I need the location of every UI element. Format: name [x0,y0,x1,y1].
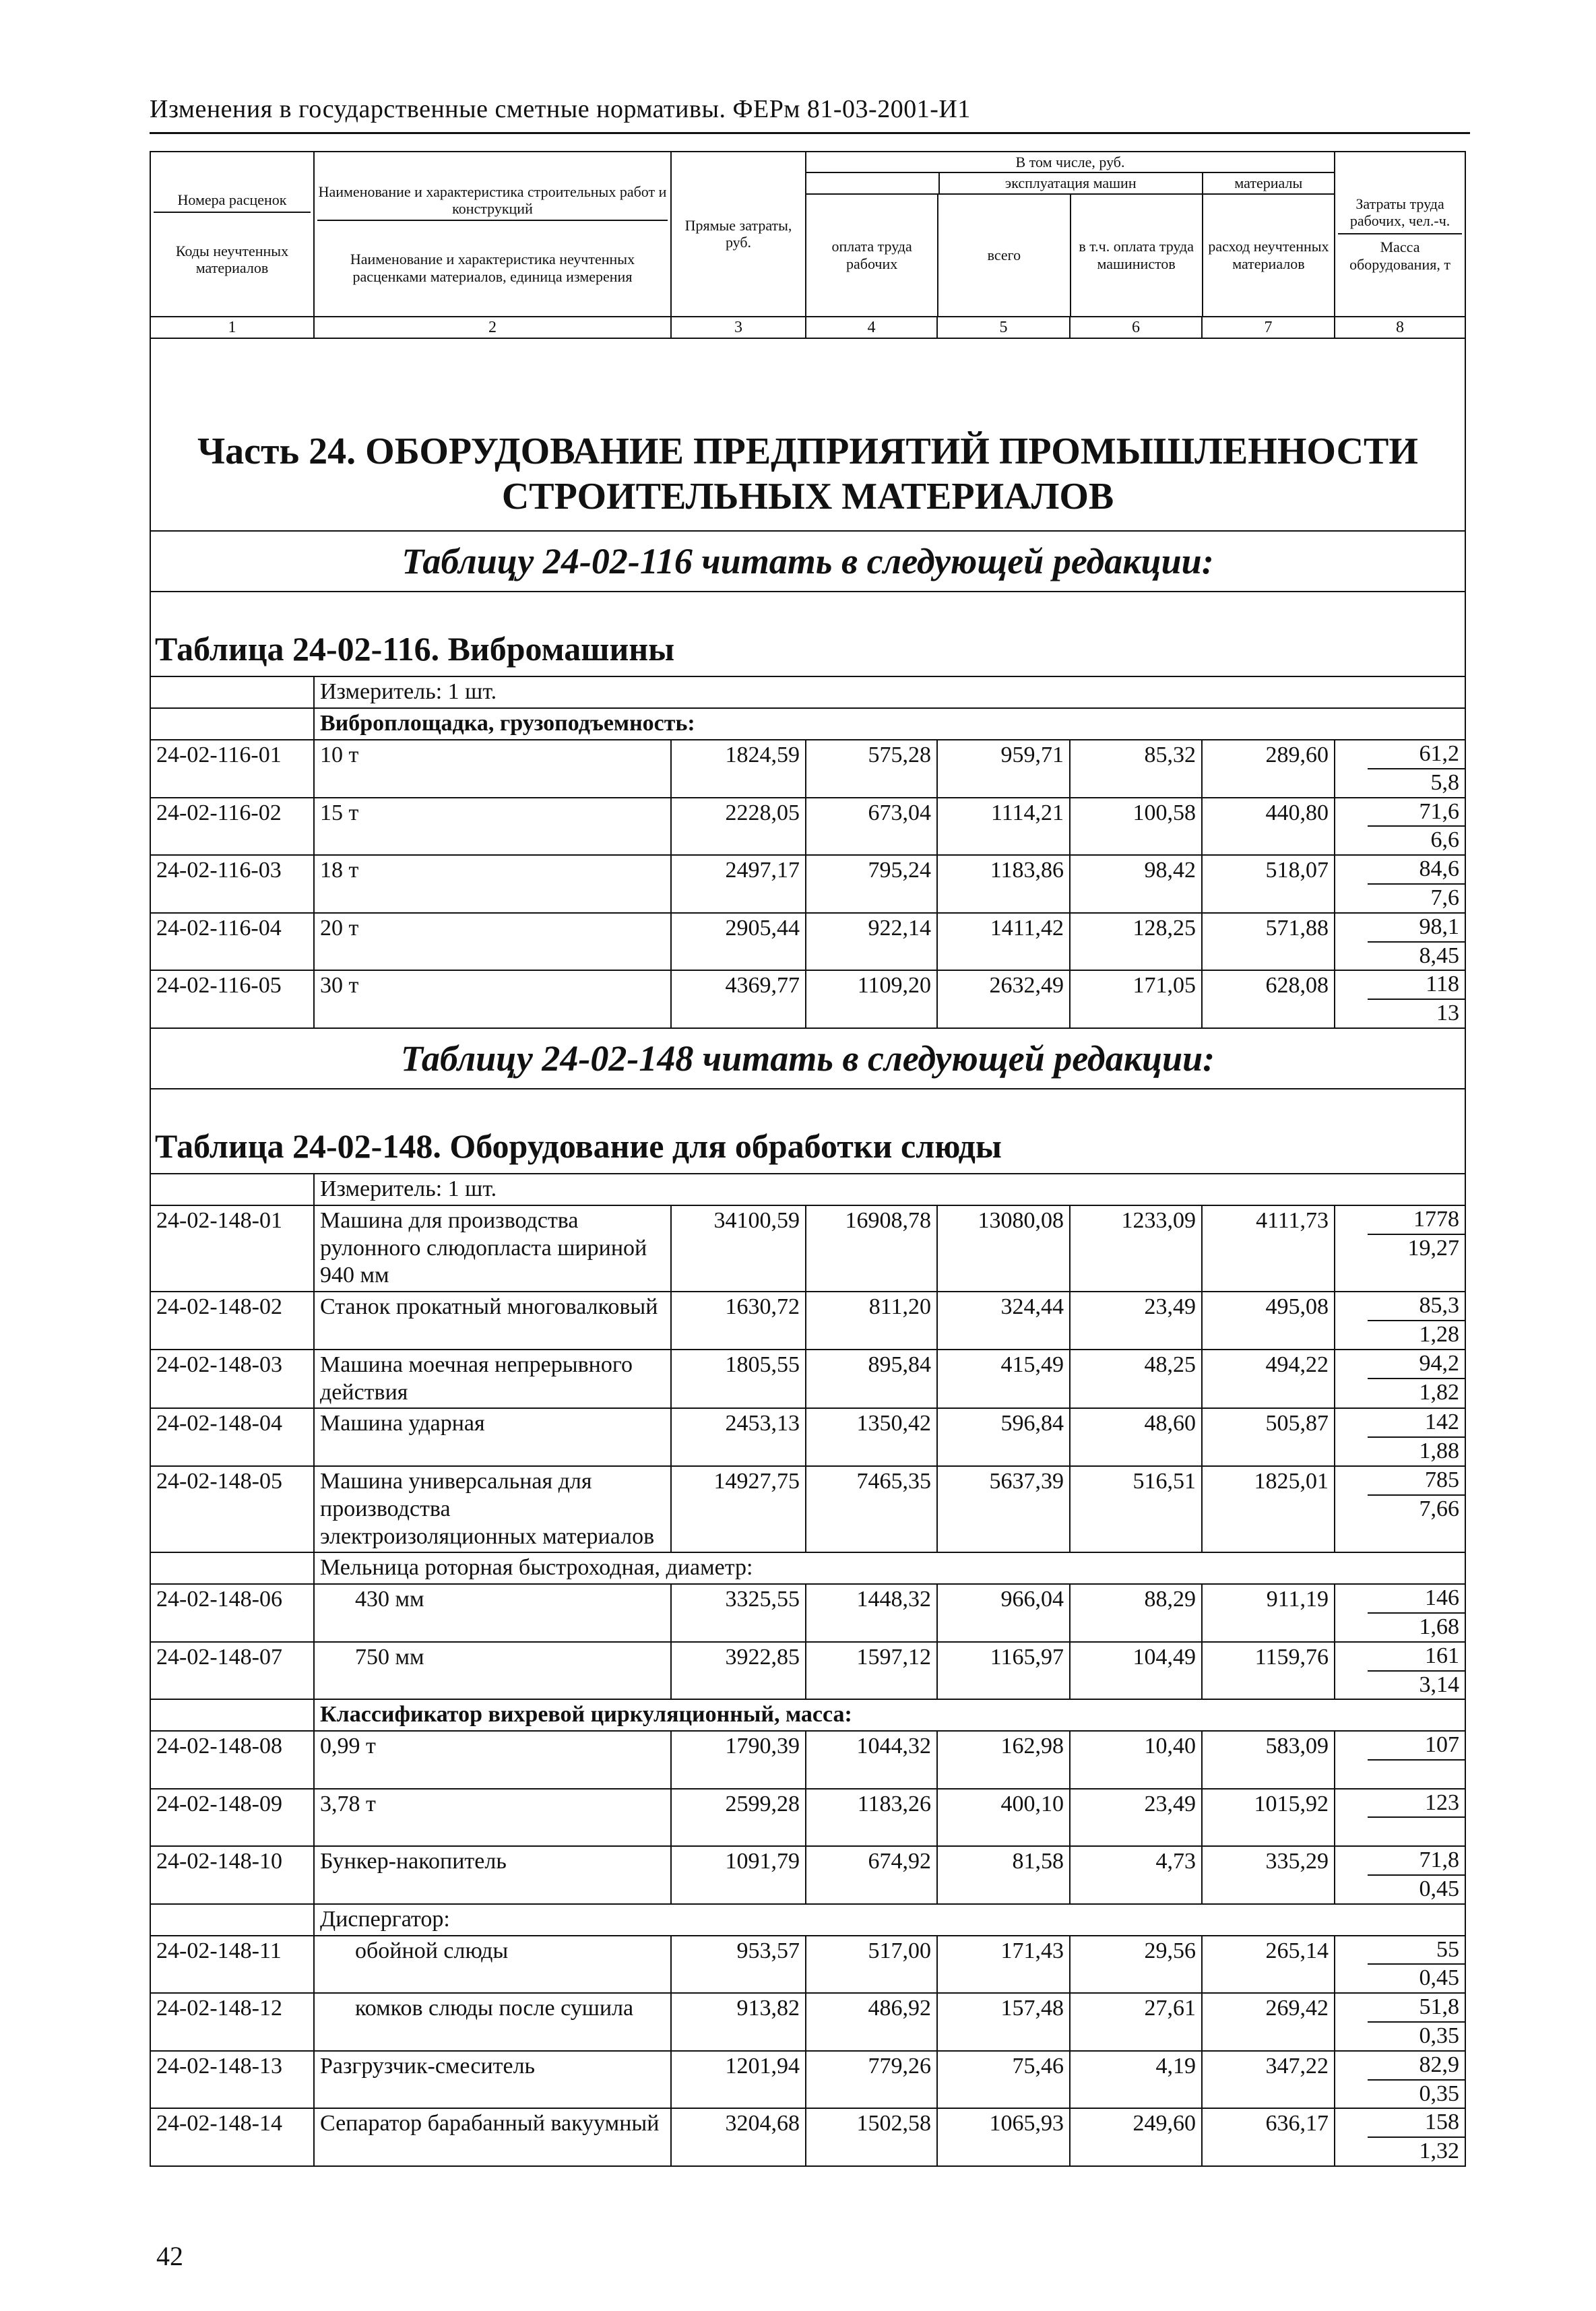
machines-total: 162,98 [937,1731,1070,1789]
table-row [150,855,1465,913]
rate-code: 24-02-116-01 [150,740,314,798]
labor-mass-cell [1335,855,1465,913]
machines-total: 324,44 [937,1292,1070,1350]
labor-pay: 673,04 [806,798,937,856]
labor-mass-cell [1335,1466,1465,1552]
materials-cost: 1159,76 [1202,1642,1335,1700]
rate-name: 20 т [314,913,671,971]
direct-costs: 1805,55 [671,1350,806,1409]
equipment-mass: 5,8 [1430,769,1460,795]
equipment-mass: 0,45 [1419,1965,1460,1991]
labor-pay: 779,26 [806,2051,937,2109]
materials-cost: 269,42 [1202,1993,1335,2051]
table-row [150,1731,1465,1789]
table-row [150,1993,1465,2051]
operators-pay: 85,32 [1070,740,1202,798]
labor-pay: 674,92 [806,1846,937,1904]
rate-code: 24-02-148-10 [150,1846,314,1904]
rate-code: 24-02-116-04 [150,913,314,971]
labor-mass-cell [1335,2051,1465,2109]
table-row [150,1846,1465,1904]
operators-pay: 104,49 [1070,1642,1202,1700]
labor-hours: 61,2 [1368,740,1465,769]
rate-code: 24-02-148-06 [150,1584,314,1642]
estimate-table [150,151,1466,2167]
equipment-mass [1335,1761,1465,1788]
empty-cell [150,1699,314,1731]
operators-pay: 98,42 [1070,855,1202,913]
direct-costs: 3922,85 [671,1642,806,1700]
table-note-148-row [150,1028,1465,1089]
machines-total: 75,46 [937,2051,1070,2109]
part-title: Часть 24. ОБОРУДОВАНИЕ ПРЕДПРИЯТИЙ ПРОМЫШЛЕННОСТИ СТРОИТЕЛЬНЫХ МАТЕРИАЛОВ [150,338,1465,531]
materials-cost: 1825,01 [1202,1466,1335,1552]
labor-hours: 785 [1368,1467,1465,1496]
rate-code: 24-02-148-11 [150,1936,314,1994]
equipment-mass: 0,35 [1419,2023,1460,2049]
table-row [150,1789,1465,1847]
direct-costs: 953,57 [671,1936,806,1994]
equipment-mass: 3,14 [1419,1672,1460,1697]
operators-pay: 10,40 [1070,1731,1202,1789]
machines-total: 1183,86 [937,855,1070,913]
subheading-mill-row [150,1552,1465,1584]
labor-hours: 146 [1368,1585,1465,1614]
column-numbers-row: 1 2 3 4 5 6 7 8 [150,317,1465,339]
equipment-mass: 13 [1436,1001,1460,1026]
table-row [150,913,1465,971]
rate-name: комков слюды после сушила [314,1993,671,2051]
table-title-148: Таблица 24-02-148. Оборудование для обработки слюды [150,1089,1465,1174]
table-row [150,740,1465,798]
labor-pay: 16908,78 [806,1205,937,1292]
direct-costs: 2497,17 [671,855,806,913]
rate-name: Машина универсальная для производства электроизоляционных материалов [314,1466,671,1552]
operators-pay: 23,49 [1070,1292,1202,1350]
equipment-mass: 8,45 [1419,943,1460,968]
part-title-row [150,338,1465,531]
labor-hours: 94,2 [1368,1350,1465,1379]
direct-costs: 3204,68 [671,2108,806,2166]
labor-pay: 895,84 [806,1350,937,1409]
labor-mass-cell [1335,2108,1465,2166]
col-header-direct: Прямые затраты, руб. [671,152,806,317]
table-row [150,1584,1465,1642]
materials-cost: 4111,73 [1202,1205,1335,1292]
equipment-mass: 7,6 [1430,885,1460,910]
labor-hours: 142 [1368,1409,1465,1438]
labor-hours: 55 [1368,1936,1465,1965]
table-row [150,1936,1465,1994]
labor-hours: 161 [1368,1643,1465,1672]
rate-name: 0,99 т [314,1731,671,1789]
rate-name: 430 мм [314,1584,671,1642]
materials-cost: 636,17 [1202,2108,1335,2166]
labor-pay: 922,14 [806,913,937,971]
machines-total: 81,58 [937,1846,1070,1904]
direct-costs: 2453,13 [671,1408,806,1466]
direct-costs: 2905,44 [671,913,806,971]
labor-hours: 107 [1368,1732,1465,1761]
materials-cost: 440,80 [1202,798,1335,856]
operators-pay: 4,73 [1070,1846,1202,1904]
operators-pay: 27,61 [1070,1993,1202,2051]
rate-name: Сепаратор барабанный вакуумный [314,2108,671,2166]
materials-cost: 494,22 [1202,1350,1335,1409]
equipment-mass [1335,1818,1465,1845]
materials-cost: 571,88 [1202,913,1335,971]
subheading-mill: Мельница роторная быстроходная, диаметр: [314,1552,1465,1584]
table-row [150,1466,1465,1552]
operators-pay: 1233,09 [1070,1205,1202,1292]
measure-unit-row [150,676,1465,708]
machines-total: 966,04 [937,1584,1070,1642]
rate-name: Машина ударная [314,1408,671,1466]
labor-hours: 98,1 [1368,914,1465,943]
equipment-mass: 1,88 [1419,1438,1460,1464]
labor-pay: 1597,12 [806,1642,937,1700]
machines-total: 171,43 [937,1936,1070,1994]
header-rule [150,132,1470,134]
table-note-116-row [150,531,1465,592]
equipment-mass: 1,32 [1419,2139,1460,2164]
rate-name: 10 т [314,740,671,798]
labor-mass-cell [1335,970,1465,1028]
operators-pay: 100,58 [1070,798,1202,856]
machines-total: 1165,97 [937,1642,1070,1700]
rate-name: 15 т [314,798,671,856]
rate-name: 3,78 т [314,1789,671,1847]
equipment-mass: 0,45 [1419,1876,1460,1902]
materials-cost: 265,14 [1202,1936,1335,1994]
direct-costs: 3325,55 [671,1584,806,1642]
labor-hours: 118 [1368,971,1465,1000]
rate-name: Разгрузчик-смеситель [314,2051,671,2109]
labor-mass-cell [1335,1292,1465,1350]
rate-code: 24-02-148-07 [150,1642,314,1700]
rate-code: 24-02-148-09 [150,1789,314,1847]
empty-cell [150,676,314,708]
measure-unit: Измеритель: 1 шт. [314,676,1465,708]
operators-pay: 4,19 [1070,2051,1202,2109]
machines-total: 415,49 [937,1350,1070,1409]
direct-costs: 2599,28 [671,1789,806,1847]
labor-mass-cell [1335,1350,1465,1409]
machines-total: 5637,39 [937,1466,1070,1552]
machines-total: 1065,93 [937,2108,1070,2166]
empty-cell [150,1174,314,1205]
table-row [150,798,1465,856]
machines-total: 596,84 [937,1408,1070,1466]
materials-cost: 335,29 [1202,1846,1335,1904]
measure-unit-row [150,1174,1465,1205]
subheading-disperser: Диспергатор: [314,1904,1465,1936]
direct-costs: 1824,59 [671,740,806,798]
labor-pay: 1448,32 [806,1584,937,1642]
table-title-116-row [150,592,1465,676]
machines-total: 13080,08 [937,1205,1070,1292]
table-row [150,1205,1465,1292]
rate-code: 24-02-116-05 [150,970,314,1028]
equipment-mass: 0,35 [1419,2081,1460,2106]
labor-mass-cell [1335,1993,1465,2051]
rate-code: 24-02-148-01 [150,1205,314,1292]
labor-mass-cell [1335,798,1465,856]
rate-code: 24-02-148-03 [150,1350,314,1409]
subheading-classifier: Классификатор вихревой циркуляционный, масса: [314,1699,1465,1731]
machines-total: 1411,42 [937,913,1070,971]
labor-pay: 1183,26 [806,1789,937,1847]
labor-hours: 1778 [1368,1206,1465,1235]
operators-pay: 128,25 [1070,913,1202,971]
rate-name: 750 мм [314,1642,671,1700]
direct-costs: 34100,59 [671,1205,806,1292]
labor-pay: 1350,42 [806,1408,937,1466]
operators-pay: 23,49 [1070,1789,1202,1847]
labor-pay: 517,00 [806,1936,937,1994]
labor-hours: 71,8 [1368,1847,1465,1876]
labor-hours: 71,6 [1368,798,1465,827]
rate-name: 18 т [314,855,671,913]
table-note-116: Таблицу 24-02-116 читать в следующей редакции: [150,531,1465,592]
labor-pay: 1044,32 [806,1731,937,1789]
rate-name: Машина моечная непрерывного действия [314,1350,671,1409]
rate-name: Машина для производства рулонного слюдопласта шириной 940 мм [314,1205,671,1292]
table-note-148: Таблицу 24-02-148 читать в следующей редакции: [150,1028,1465,1089]
machines-total: 1114,21 [937,798,1070,856]
subheading-classifier-row [150,1699,1465,1731]
labor-hours: 82,9 [1368,2052,1465,2081]
materials-cost: 1015,92 [1202,1789,1335,1847]
materials-cost: 289,60 [1202,740,1335,798]
labor-mass-cell [1335,1642,1465,1700]
direct-costs: 2228,05 [671,798,806,856]
labor-mass-cell [1335,1408,1465,1466]
col-header-codes: Номера расценок Коды неучтенных материалов [150,152,314,317]
labor-hours: 51,8 [1368,1994,1465,2023]
table-header [150,152,1465,338]
labor-hours: 84,6 [1368,856,1465,885]
subheading-vibroplatform-row [150,708,1465,740]
labor-mass-cell [1335,1846,1465,1904]
machines-total: 400,10 [937,1789,1070,1847]
empty-cell [150,708,314,740]
materials-cost: 628,08 [1202,970,1335,1028]
operators-pay: 171,05 [1070,970,1202,1028]
table-row [150,2051,1465,2109]
empty-cell [150,1552,314,1584]
table-row [150,1408,1465,1466]
direct-costs: 4369,77 [671,970,806,1028]
materials-cost: 347,22 [1202,2051,1335,2109]
rate-code: 24-02-148-13 [150,2051,314,2109]
rate-name: обойной слюды [314,1936,671,1994]
rate-name: 30 т [314,970,671,1028]
direct-costs: 913,82 [671,1993,806,2051]
rate-code: 24-02-148-02 [150,1292,314,1350]
labor-mass-cell [1335,1731,1465,1789]
col-header-labor-mass: Затраты труда рабочих, чел.-ч. Масса оборудования, т [1335,152,1465,317]
rate-name: Бункер-накопитель [314,1846,671,1904]
table-title-116: Таблица 24-02-116. Вибромашины [150,592,1465,676]
labor-pay: 1109,20 [806,970,937,1028]
labor-mass-cell [1335,1205,1465,1292]
materials-cost: 583,09 [1202,1731,1335,1789]
materials-cost: 518,07 [1202,855,1335,913]
subheading-vibroplatform: Виброплощадка, грузоподъемность: [314,708,1465,740]
materials-cost: 911,19 [1202,1584,1335,1642]
equipment-mass: 1,68 [1419,1614,1460,1639]
table-row [150,2108,1465,2166]
rate-name: Станок прокатный многовалковый [314,1292,671,1350]
labor-pay: 795,24 [806,855,937,913]
page-number: 42 [156,2241,183,2271]
subheading-disperser-row [150,1904,1465,1936]
labor-hours: 158 [1368,2109,1465,2138]
running-header: Изменения в государственные сметные нормативы. ФЕРм 81-03-2001-И1 [150,95,971,123]
table-row [150,1350,1465,1409]
operators-pay: 48,25 [1070,1350,1202,1409]
equipment-mass: 6,6 [1430,827,1460,853]
machines-total: 157,48 [937,1993,1070,2051]
table-title-148-row [150,1089,1465,1174]
labor-hours: 123 [1368,1790,1465,1818]
materials-cost: 495,08 [1202,1292,1335,1350]
col-header-including: В том числе, руб. эксплуатация машин материалы оплата труда рабочих всего в т.ч. оплата труда машинистов расход неучтенных материалов [806,152,1335,317]
materials-cost: 505,87 [1202,1408,1335,1466]
table-row [150,1292,1465,1350]
equipment-mass: 19,27 [1407,1235,1460,1261]
rate-code: 24-02-148-05 [150,1466,314,1552]
rate-code: 24-02-148-14 [150,2108,314,2166]
direct-costs: 14927,75 [671,1466,806,1552]
labor-hours: 85,3 [1368,1292,1465,1321]
rate-code: 24-02-116-02 [150,798,314,856]
labor-mass-cell [1335,913,1465,971]
rate-code: 24-02-148-08 [150,1731,314,1789]
empty-cell [150,1904,314,1936]
operators-pay: 29,56 [1070,1936,1202,1994]
direct-costs: 1630,72 [671,1292,806,1350]
rate-code: 24-02-148-04 [150,1408,314,1466]
operators-pay: 249,60 [1070,2108,1202,2166]
rate-code: 24-02-116-03 [150,855,314,913]
labor-mass-cell [1335,740,1465,798]
direct-costs: 1091,79 [671,1846,806,1904]
labor-pay: 7465,35 [806,1466,937,1552]
table-body [150,338,1465,2166]
machines-total: 959,71 [937,740,1070,798]
labor-mass-cell [1335,1584,1465,1642]
table-row [150,970,1465,1028]
operators-pay: 88,29 [1070,1584,1202,1642]
equipment-mass: 7,66 [1419,1496,1460,1521]
direct-costs: 1790,39 [671,1731,806,1789]
rate-code: 24-02-148-12 [150,1993,314,2051]
equipment-mass: 1,28 [1419,1321,1460,1347]
labor-pay: 1502,58 [806,2108,937,2166]
labor-pay: 575,28 [806,740,937,798]
operators-pay: 516,51 [1070,1466,1202,1552]
measure-unit: Измеритель: 1 шт. [314,1174,1465,1205]
direct-costs: 1201,94 [671,2051,806,2109]
labor-mass-cell [1335,1936,1465,1994]
col-header-names: Наименование и характеристика строительных работ и конструкций Наименование и характеристика неучтенных расценками материалов, единица измерения [314,152,671,317]
labor-pay: 811,20 [806,1292,937,1350]
labor-mass-cell [1335,1789,1465,1847]
labor-pay: 486,92 [806,1993,937,2051]
operators-pay: 48,60 [1070,1408,1202,1466]
equipment-mass: 1,82 [1419,1379,1460,1405]
machines-total: 2632,49 [937,970,1070,1028]
table-row [150,1642,1465,1700]
